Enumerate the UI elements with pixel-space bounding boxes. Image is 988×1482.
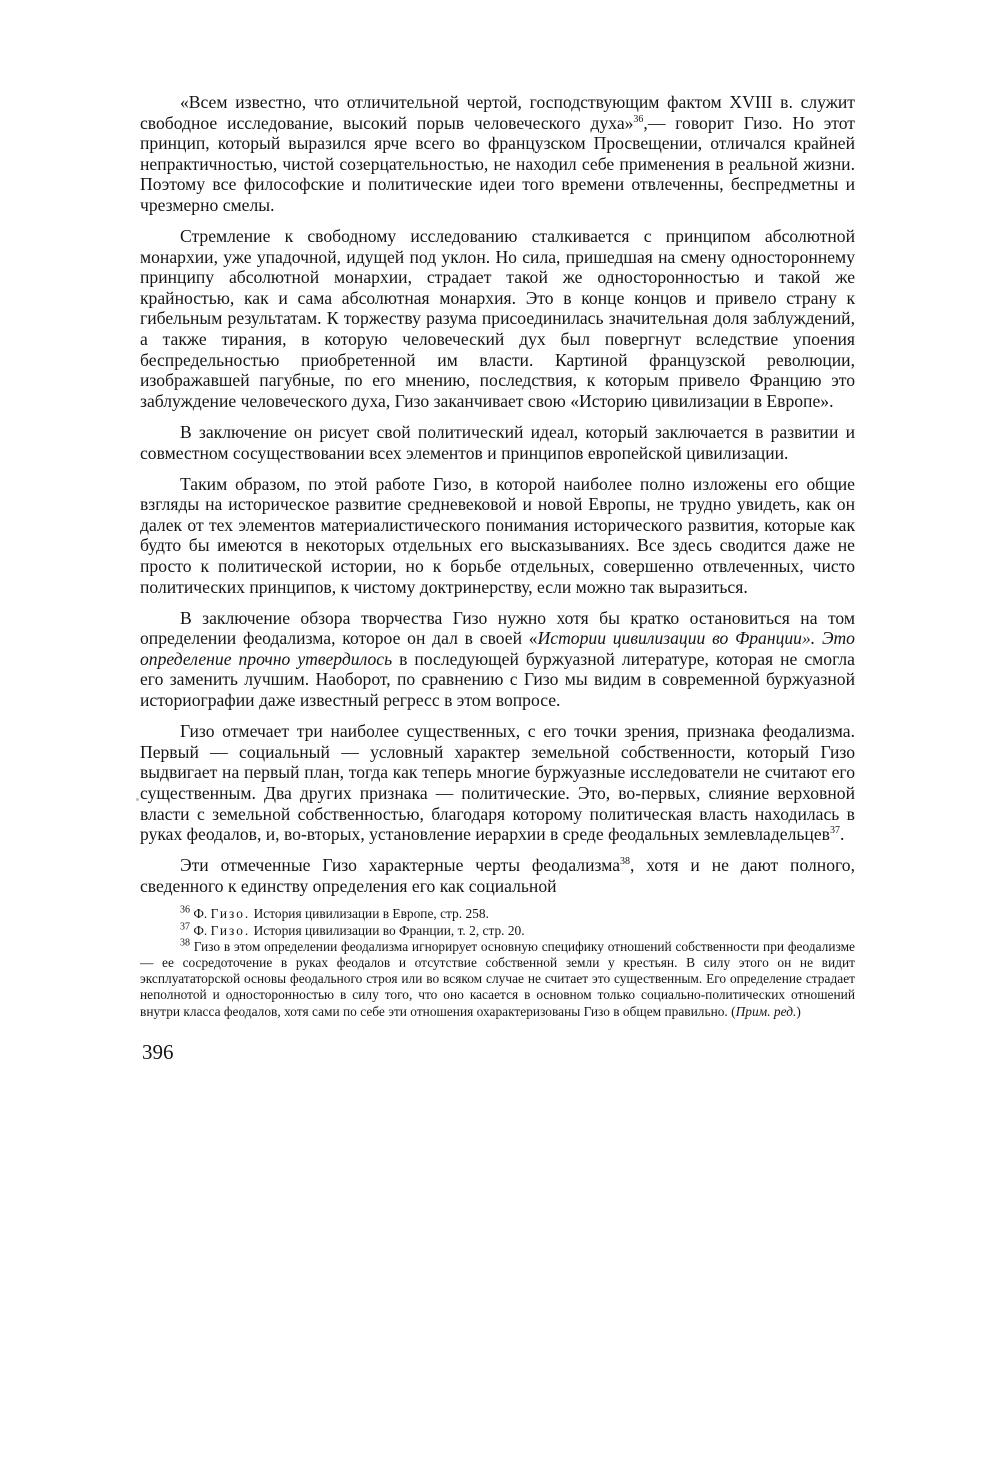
paragraph-4: Таким образом, по этой работе Гизо, в которой наиболее полно изложены его общие взгляды на историческое развитие средневековой и новой Европы, не трудно увидеть, как он далек от тех элементов материалистического понимания исторического развития, которые как будто бы имеются в некоторых отдельных его высказываниях. Все здесь сводится даже не просто к политической истории, но к борьбе отдельных, совершенно отвлеченных, чисто политических принципов, к чистому доктринерству, если можно так выразиться.: [140, 473, 855, 597]
paragraph-1: «Всем известно, что отличительной чертой, господствующим фактом XVIII в. служит свободное исследование, высокий порыв человеческого духа»$^{36}$,— говорит Гизо. Но этот принцип, который выразился ярче всего во французском Просвещении, отличался крайней непрактичностью, чистой созерцательностью, не находил себе применения в реальной жизни. Поэтому все философские и политические идеи того времени отвлеченны, беспредметны и чрезмерно смелы.: [140, 92, 855, 215]
author-name: Гизо.: [210, 906, 251, 922]
author-name: Гизо.: [210, 922, 251, 938]
paragraph-6: Гизо отмечает три наиболее существенных, с его точки зрения, признака феодализма. Первый — социальный — условный характер земельной собственности, который Гизо выдвигает на первый план, тогда как теперь многие буржуазные исследователи не считают его существенным. Два других признака — политические. Это, во-первых, слияние верховной власти с земельной собственностью, благодаря которому политическая власть находилась в руках феодалов, и, во-вторых, установление иерархии в среде феодальных землевладельцев$^{37}$.: [140, 721, 855, 845]
footnote-36: $^{36}$ Ф. Гизо. История цивилизации в Европе, стр. 258.: [180, 904, 489, 922]
italic-text: Истории цивилизации во Франции». Это определение прочно утвердилось: [140, 628, 855, 669]
paragraph-3: В заключение он рисует свой политический идеал, который заключается в развитии и совместном сосуществовании всех элементов и принципов европейской цивилизации.: [140, 421, 855, 463]
italic-text: Прим. ред.: [735, 1003, 797, 1019]
footnote-37: $^{37}$ Ф. Гизо. История цивилизации во Франции, т. 2, стр. 20.: [180, 921, 525, 938]
footnote-ref: 36: [633, 113, 644, 125]
footnote-ref: 37: [829, 825, 840, 837]
footnote-38: $^{38}$ Гизо в этом определении феодализма игнорирует основную специфику отношений собственности при феодализме — ее сосредоточение в руках феодалов и отсутствие собственной земли у крестьян. В силу этого он не видит эксплуататорской основы феодального строя или во всяком случае не считает это существенным. Его определение страдает неполнотой и односторонностью в силу того, что оно касается в основном только социально-политических отношений внутри класса феодалов, хотя сами по себе эти отношения охарактеризованы Гизо в общем правильно. (Прим. ред.): [140, 937, 855, 1019]
page-number: 396: [142, 1039, 174, 1064]
main-text: [140, 92, 855, 896]
footnote-ref: 38: [620, 856, 631, 868]
footnote-ref: 36: [180, 904, 190, 916]
paragraph-2: Стремление к свободному исследованию сталкивается с принципом абсолютной монархии, уже упадочной, идущей под уклон. Но сила, пришедшая на смену одностороннему принципу абсолютной монархии, страдает такой же односторонностью и такой же крайностью, как и сама абсолютная монархия. Это в конце концов и привело страну к гибельным результатам. К торжеству разума присоединилась значительная доля заблуждений, а также тирания, в которую человеческий дух был повергнут вследствие упоения беспредельностью приобретенной им власти. Картиной французской революции, изображавшей пагубные, по его мнению, последствия, к которым привело Францию это заблуждение человеческого духа, Гизо заканчивает свою «Историю цивилизации в Европе».: [140, 226, 855, 411]
footnote-ref: 37: [180, 921, 190, 933]
paragraph-5: В заключение обзора творчества Гизо нужно хотя бы кратко остановиться на том определении феодализма, которое он дал в своей «Истории цивилизации во Франции». Это определение прочно утвердилось в последующей буржуазной литературе, которая не смогла его заменить лучшим. Наоборот, по сравнению с Гизо мы видим в современной буржуазной историографии даже известный регресс в этом вопросе.: [140, 607, 855, 711]
margin-mark: [136, 798, 139, 801]
footnotes: [140, 906, 855, 1019]
footnote-ref: 38: [180, 937, 190, 949]
paragraph-7: Эти отмеченные Гизо характерные черты феодализма$^{38}$, хотя и не дают полного, сведенного к единству определения его как социальной: [140, 855, 855, 896]
book-page: [140, 92, 855, 1064]
